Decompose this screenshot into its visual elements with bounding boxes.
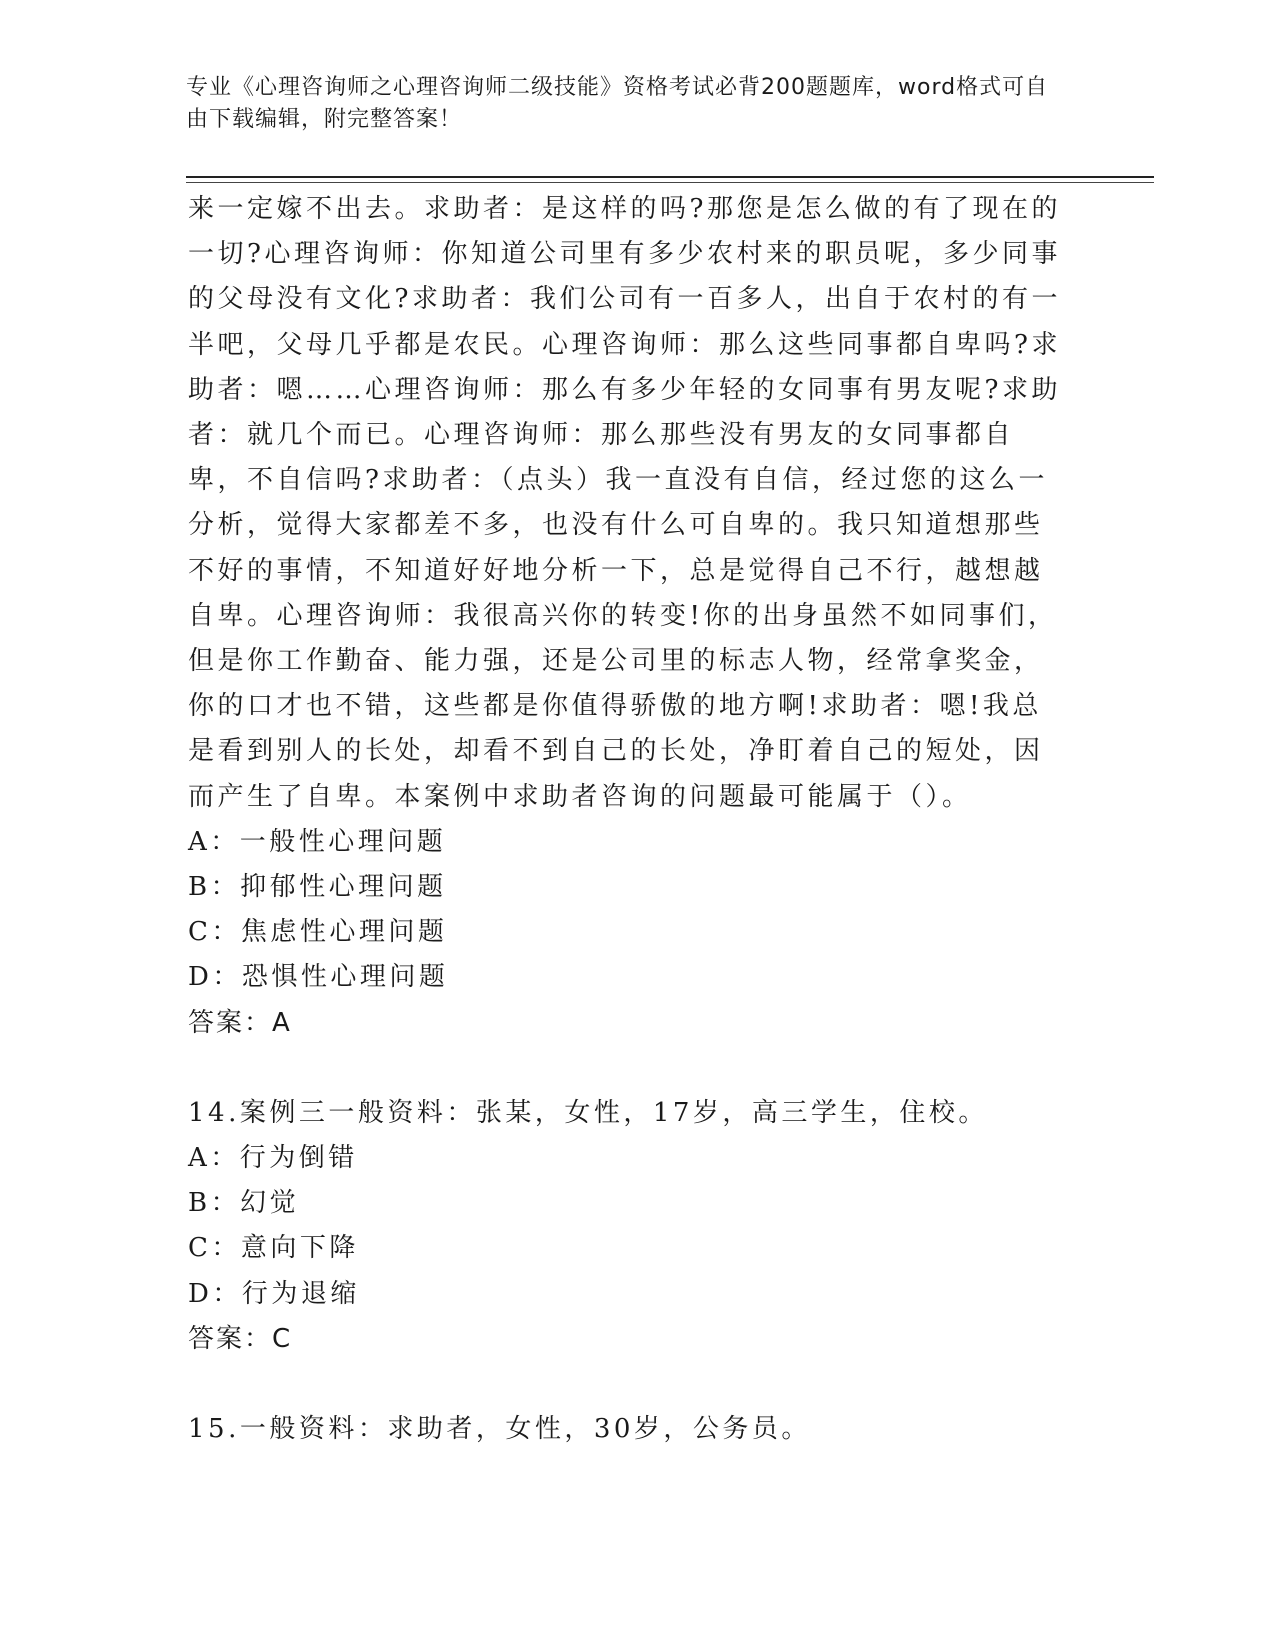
option-b: B：幻觉 — [188, 1188, 300, 1219]
document-body — [188, 187, 1068, 1452]
option-a: A：行为倒错 — [188, 1143, 358, 1174]
document-header — [186, 72, 1066, 136]
option-c: C：焦虑性心理问题 — [188, 917, 448, 948]
question-stem: 14.案例三一般资料：张某，女性，17岁，高三学生，住校。 — [188, 1097, 988, 1128]
header-rule-thick — [186, 176, 1154, 178]
header-title: 专业《心理咨询师之心理咨询师二级技能》资格考试必背200题题库，word格式可自由下载编辑，附完整答案！ — [186, 75, 1049, 132]
option-d: D：恐惧性心理问题 — [188, 962, 449, 993]
question-stem: 15.一般资料：求助者，女性，30岁，公务员。 — [188, 1414, 811, 1445]
option-c: C：意向下降 — [188, 1233, 359, 1264]
answer-line: 答案：C — [188, 1323, 293, 1354]
header-rule-thin — [186, 182, 1154, 183]
option-d: D：行为退缩 — [188, 1278, 360, 1309]
spacer — [188, 1362, 1068, 1407]
option-b: B：抑郁性心理问题 — [188, 872, 447, 903]
spacer — [188, 1046, 1068, 1091]
case-passage: 来一定嫁不出去。求助者：是这样的吗?那您是怎么做的有了现在的一切?心理咨询师：你知道公司里有多少农村来的职员呢，多少同事的父母没有文化?求助者：我们公司有一百多人，出自于农村的有一半吧，父母几乎都是农民。心理咨询师：那么这些同事都自卑吗?求助者：嗯……心理咨询师：那么有多少年轻的女同事有男友呢?求助者：就几个而已。心理咨询师：那么那些没有男友的女同事都自卑，不自信吗?求助者：（点头）我一直没有自信，经过您的这么一分析，觉得大家都差不多，也没有什么可自卑的。我只知道想那些不好的事情，不知道好好地分析一下，总是觉得自己不行，越想越自卑。心理咨询师：我很高兴你的转变!你的出身虽然不如同事们，但是你工作勤奋、能力强，还是公司里的标志人物，经常拿奖金，你的口才也不错，这些都是你值得骄傲的地方啊!求助者：嗯!我总是看到别人的长处，却看不到自己的长处，净盯着自己的短处，因而产生了自卑。本案例中求助者咨询的问题最可能属于（）。 — [188, 194, 1061, 812]
option-a: A：一般性心理问题 — [188, 826, 447, 857]
answer-line: 答案：A — [188, 1007, 292, 1038]
